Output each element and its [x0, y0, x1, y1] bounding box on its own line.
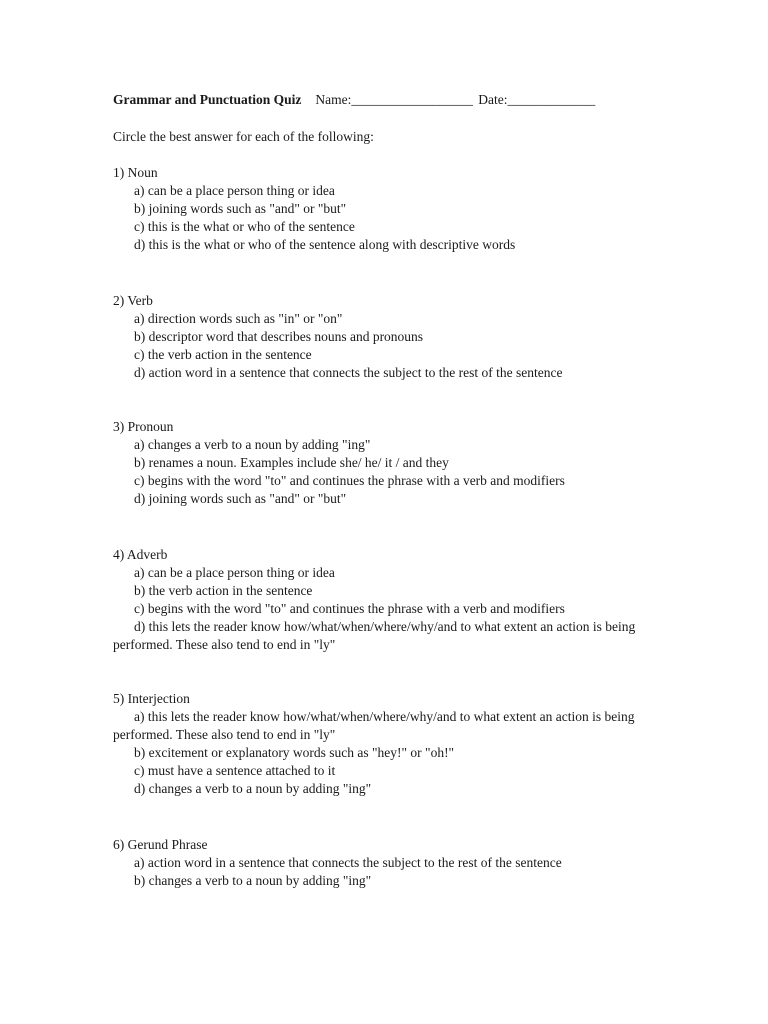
page-title: Grammar and Punctuation Quiz: [113, 92, 302, 107]
answer-option-d: d) this is the what or who of the sentence along with descriptive words: [134, 237, 516, 252]
answer-option-c: c) begins with the word "to" and continues the phrase with a verb and modifiers: [134, 473, 565, 488]
name-field: Name:__________________: [315, 92, 473, 107]
question-title: 2) Verb: [113, 293, 153, 308]
answer-option-a: a) this lets the reader know how/what/when/where/why/and to what extent an action is being performed. These also tend to end in "ly": [113, 709, 635, 742]
question-title: 1) Noun: [113, 165, 158, 180]
question-5: [113, 690, 653, 798]
answer-option-b: b) excitement or explanatory words such as "hey!" or "oh!": [134, 745, 455, 760]
answer-option-d: d) action word in a sentence that connects the subject to the rest of the sentence: [134, 365, 563, 380]
quiz-header: [113, 91, 595, 109]
instructions: Circle the best answer for each of the following:: [113, 129, 374, 144]
question-2: [113, 292, 653, 382]
answer-option-a: a) direction words such as "in" or "on": [134, 311, 343, 326]
answer-option-b: b) changes a verb to a noun by adding "ing": [134, 873, 372, 888]
date-field: Date:_____________: [478, 92, 596, 107]
question-title: 5) Interjection: [113, 691, 190, 706]
answer-option-d: d) this lets the reader know how/what/when/where/why/and to what extent an action is being performed. These also tend to end in "ly": [113, 619, 636, 652]
question-title: 6) Gerund Phrase: [113, 837, 208, 852]
answer-option-a: a) can be a place person thing or idea: [134, 183, 335, 198]
question-title: 3) Pronoun: [113, 419, 174, 434]
question-6: [113, 836, 653, 890]
answer-option-a: a) action word in a sentence that connects the subject to the rest of the sentence: [134, 855, 562, 870]
answer-option-c: c) begins with the word "to" and continues the phrase with a verb and modifiers: [134, 601, 565, 616]
question-4: [113, 546, 653, 654]
answer-option-d: d) changes a verb to a noun by adding "ing": [134, 781, 372, 796]
answer-option-b: b) the verb action in the sentence: [134, 583, 313, 598]
answer-option-b: b) descriptor word that describes nouns and pronouns: [134, 329, 424, 344]
answer-option-d: d) joining words such as "and" or "but": [134, 491, 347, 506]
answer-option-b: b) joining words such as "and" or "but": [134, 201, 347, 216]
answer-option-c: c) the verb action in the sentence: [134, 347, 312, 362]
answer-option-c: c) must have a sentence attached to it: [134, 763, 336, 778]
answer-option-c: c) this is the what or who of the sentence: [134, 219, 355, 234]
question-1: [113, 164, 653, 254]
question-title: 4) Adverb: [113, 547, 168, 562]
question-3: [113, 418, 653, 508]
answer-option-a: a) changes a verb to a noun by adding "ing": [134, 437, 371, 452]
answer-option-a: a) can be a place person thing or idea: [134, 565, 335, 580]
answer-option-b: b) renames a noun. Examples include she/ he/ it / and they: [134, 455, 449, 470]
